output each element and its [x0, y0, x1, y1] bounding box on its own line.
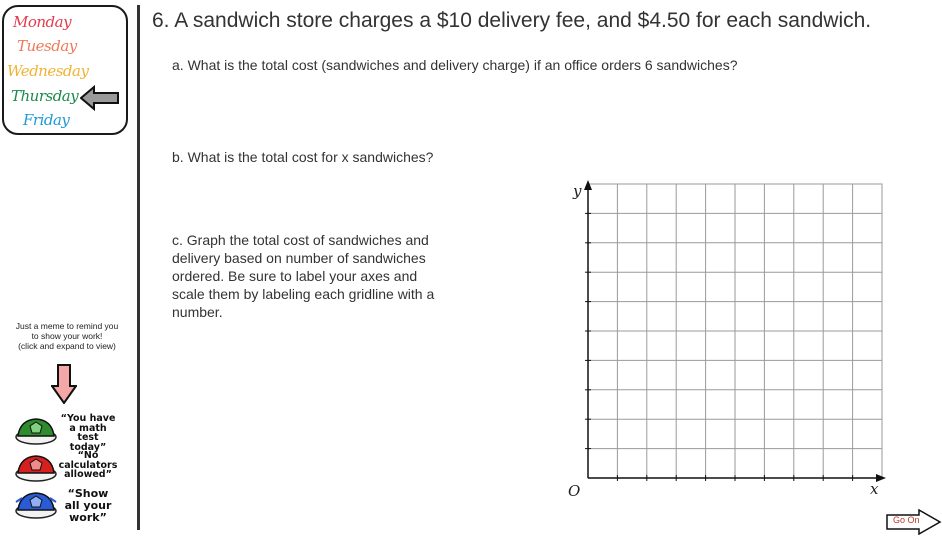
meme-row	[12, 450, 118, 486]
grid-lines	[588, 184, 882, 478]
meme-caption-line: “You have	[60, 413, 116, 424]
meme-note-line: to show your work!	[31, 331, 103, 341]
day-tuesday: Tuesday	[17, 37, 77, 55]
meme-row	[12, 413, 118, 453]
meme-caption-line: allowed”	[64, 469, 112, 480]
day-monday: Monday	[13, 13, 72, 31]
days-of-week-box	[2, 5, 128, 135]
day-wednesday: Wednesday	[7, 62, 89, 80]
meme-caption-line: work”	[69, 511, 107, 524]
arrow-left-icon	[80, 85, 120, 111]
go-on-button[interactable]	[886, 509, 942, 535]
meme-image[interactable]	[12, 413, 118, 525]
meme-caption-line: test today”	[69, 432, 107, 453]
question-a: a. What is the total cost (sandwiches and delivery charge) if an office orders 6 sandwiches?	[172, 57, 738, 73]
y-axis-arrow-icon	[584, 180, 592, 190]
meme-caption	[58, 451, 118, 480]
red-shell-icon	[14, 453, 58, 483]
blue-shell-icon	[14, 490, 58, 520]
meme-caption	[58, 414, 118, 452]
meme-caption-line: calculators	[58, 459, 118, 471]
go-on-label: Go On	[893, 515, 920, 525]
axis-ticks	[585, 213, 853, 481]
meme-note-line: Just a meme to remind you	[15, 321, 119, 331]
day-friday: Friday	[23, 111, 70, 129]
arrow-down-icon	[51, 364, 77, 404]
question-c: c. Graph the total cost of sandwiches and delivery based on number of sandwiches ordered. Be sure to label your axes and scale them by labeling each gridline with a number.	[172, 232, 435, 320]
meme-row	[12, 487, 118, 523]
meme-note-line: (click and expand to view)	[18, 341, 116, 351]
green-shell-icon	[14, 416, 58, 446]
origin-label: O	[568, 482, 581, 500]
coordinate-grid[interactable]	[562, 178, 892, 500]
vertical-divider	[137, 5, 140, 530]
meme-caption-line: all your	[64, 499, 112, 512]
question-b: b. What is the total cost for x sandwiches?	[172, 149, 434, 165]
day-thursday: Thursday	[11, 87, 79, 105]
meme-note	[2, 321, 132, 351]
meme-caption	[58, 488, 118, 524]
meme-caption-line: “Show	[67, 487, 109, 500]
y-axis-label: y	[573, 182, 582, 200]
problem-title: 6. A sandwich store charges a $10 delivery fee, and $4.50 for each sandwich.	[152, 9, 872, 32]
meme-caption-line: “No	[77, 450, 99, 461]
x-axis-label: x	[870, 480, 879, 498]
meme-caption-line: a math	[69, 422, 107, 434]
